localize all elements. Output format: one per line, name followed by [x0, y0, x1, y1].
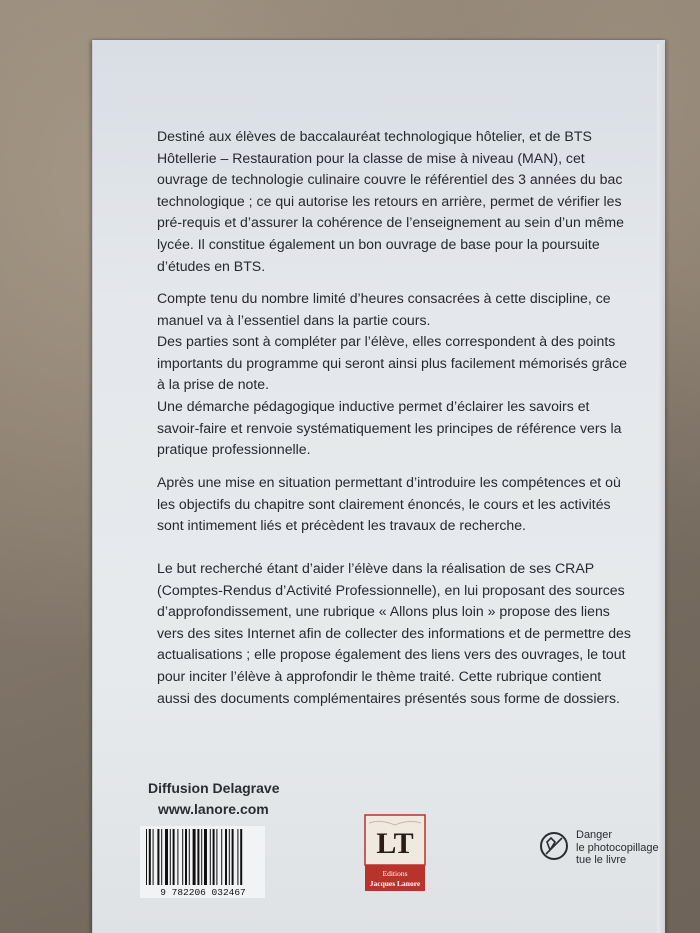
barcode-bar	[165, 829, 168, 885]
barcode-bar	[213, 829, 215, 885]
barcode-bar	[237, 829, 238, 885]
blurb-line: Une démarche pédagogique inductive permet d’éclairer les savoirs et	[157, 397, 590, 414]
blurb-line: à la prise de note.	[157, 376, 270, 393]
barcode-bar	[210, 829, 211, 885]
barcode-bar	[229, 829, 230, 885]
barcode-bar	[201, 829, 202, 885]
blurb-line: pratique professionnelle.	[157, 441, 311, 458]
blurb-paragraph-4	[157, 558, 637, 709]
blurb-line: vers des sites Internet afin de collecter des informations et de permettre des	[157, 624, 631, 641]
logo-letters: LT	[376, 827, 414, 860]
blurb-paragraph-3	[157, 472, 637, 537]
blurb-line: importants du programme qui seront ainsi plus facilement mémorisés grâce	[157, 354, 627, 371]
copy-book-icon	[546, 838, 562, 854]
blurb-line: Compte tenu du nombre limité d’heures consacrées à cette discipline, ce	[157, 290, 611, 306]
blurb-line: manuel va à l’essentiel dans la partie cours.	[157, 311, 431, 328]
blurb-line: pré-requis et d’assurer la cohérence de l’enseignement au sein d’un même	[157, 214, 624, 231]
isbn-barcode	[140, 826, 265, 898]
warning-line-2: le photocopillage	[576, 841, 659, 854]
blurb-line: (Comptes-Rendus d’Activité Professionnelle), en lui proposant des sources	[157, 581, 625, 598]
barcode-bar	[240, 829, 242, 885]
photocopy-warning-text	[576, 829, 659, 867]
barcode-bar	[177, 829, 178, 885]
barcode-bar	[170, 829, 171, 885]
barcode-bar	[157, 829, 159, 885]
barcode-bar	[197, 829, 199, 885]
barcode-bar	[189, 829, 190, 885]
barcode-bar	[225, 829, 227, 885]
blurb-paragraph-2	[157, 288, 637, 461]
book-page-edge	[657, 44, 665, 933]
logo-line-1: Editions	[382, 869, 408, 878]
blurb-line: ouvrage de technologie culinaire couvre le référentiel des 3 années du bac	[157, 171, 623, 188]
barcode-bar	[185, 829, 187, 885]
blurb-line: Hôtellerie – Restauration pour la classe de mise à niveau (MAN), cet	[157, 149, 585, 166]
blurb-line: Destiné aux élèves de baccalauréat technologique hôtelier, et de BTS	[157, 128, 592, 144]
distributor-name: Diffusion Delagrave	[148, 780, 280, 796]
blurb-line: les objectifs du chapitre sont clairement énoncés, le cours et les activités	[157, 495, 611, 512]
blurb-line: d’approfondissement, une rubrique « Allons plus loin » propose des liens	[157, 603, 610, 620]
blurb-line: aussi des documents complémentaires présentés sous forme de dossiers.	[157, 689, 620, 706]
blurb-line: Des parties sont à compléter par l’élève, elles correspondent à des points	[157, 333, 616, 350]
publisher-website: www.lanore.com	[158, 801, 269, 817]
publisher-info	[148, 778, 279, 820]
blurb-paragraph-1	[157, 126, 637, 277]
warning-line-1: Danger	[576, 829, 613, 841]
barcode-bar	[193, 829, 196, 885]
blurb-line: actualisations ; elle propose également des liens vers des ouvrages, le tout	[157, 646, 626, 663]
warning-line-3: tue le livre	[576, 854, 627, 866]
blurb-line: lycée. Il constitue également un bon ouvrage de base pour la poursuite	[157, 235, 600, 252]
blurb-line: Le but recherché étant d’aider l’élève dans la réalisation de ses CRAP	[157, 560, 595, 576]
blurb-line: d’études en BTS.	[157, 257, 266, 274]
logo-line-2: Jacques Lanore	[369, 879, 421, 888]
barcode-bar	[216, 829, 217, 885]
blurb-line: sont intimement liés et précèdent les travaux de recherche.	[157, 517, 526, 534]
blurb-line: Après une mise en situation permettant d’introduire les compétences et où	[157, 474, 621, 490]
barcode-bar	[161, 829, 162, 885]
barcode-bar	[153, 829, 154, 885]
publisher-logo	[361, 813, 429, 893]
barcode-bar	[204, 829, 207, 885]
barcode-digits: 9 782206 032467	[160, 887, 246, 898]
barcode-bar	[182, 829, 183, 885]
blurb-line: pour inciter l’élève à approfondir le thème traité. Cette rubrique contient	[157, 667, 602, 684]
barcode-bar	[232, 829, 234, 885]
barcode-bar	[146, 829, 147, 885]
barcode-bar	[221, 829, 222, 885]
barcode-bar	[149, 829, 151, 885]
blurb-line: technologique ; ce qui autorise les retours en arrière, permet de vérifier les	[157, 192, 622, 209]
blurb-line: savoir-faire et renvoie systématiquement les principes de référence vers la	[157, 419, 622, 436]
barcode-bar	[173, 829, 175, 885]
